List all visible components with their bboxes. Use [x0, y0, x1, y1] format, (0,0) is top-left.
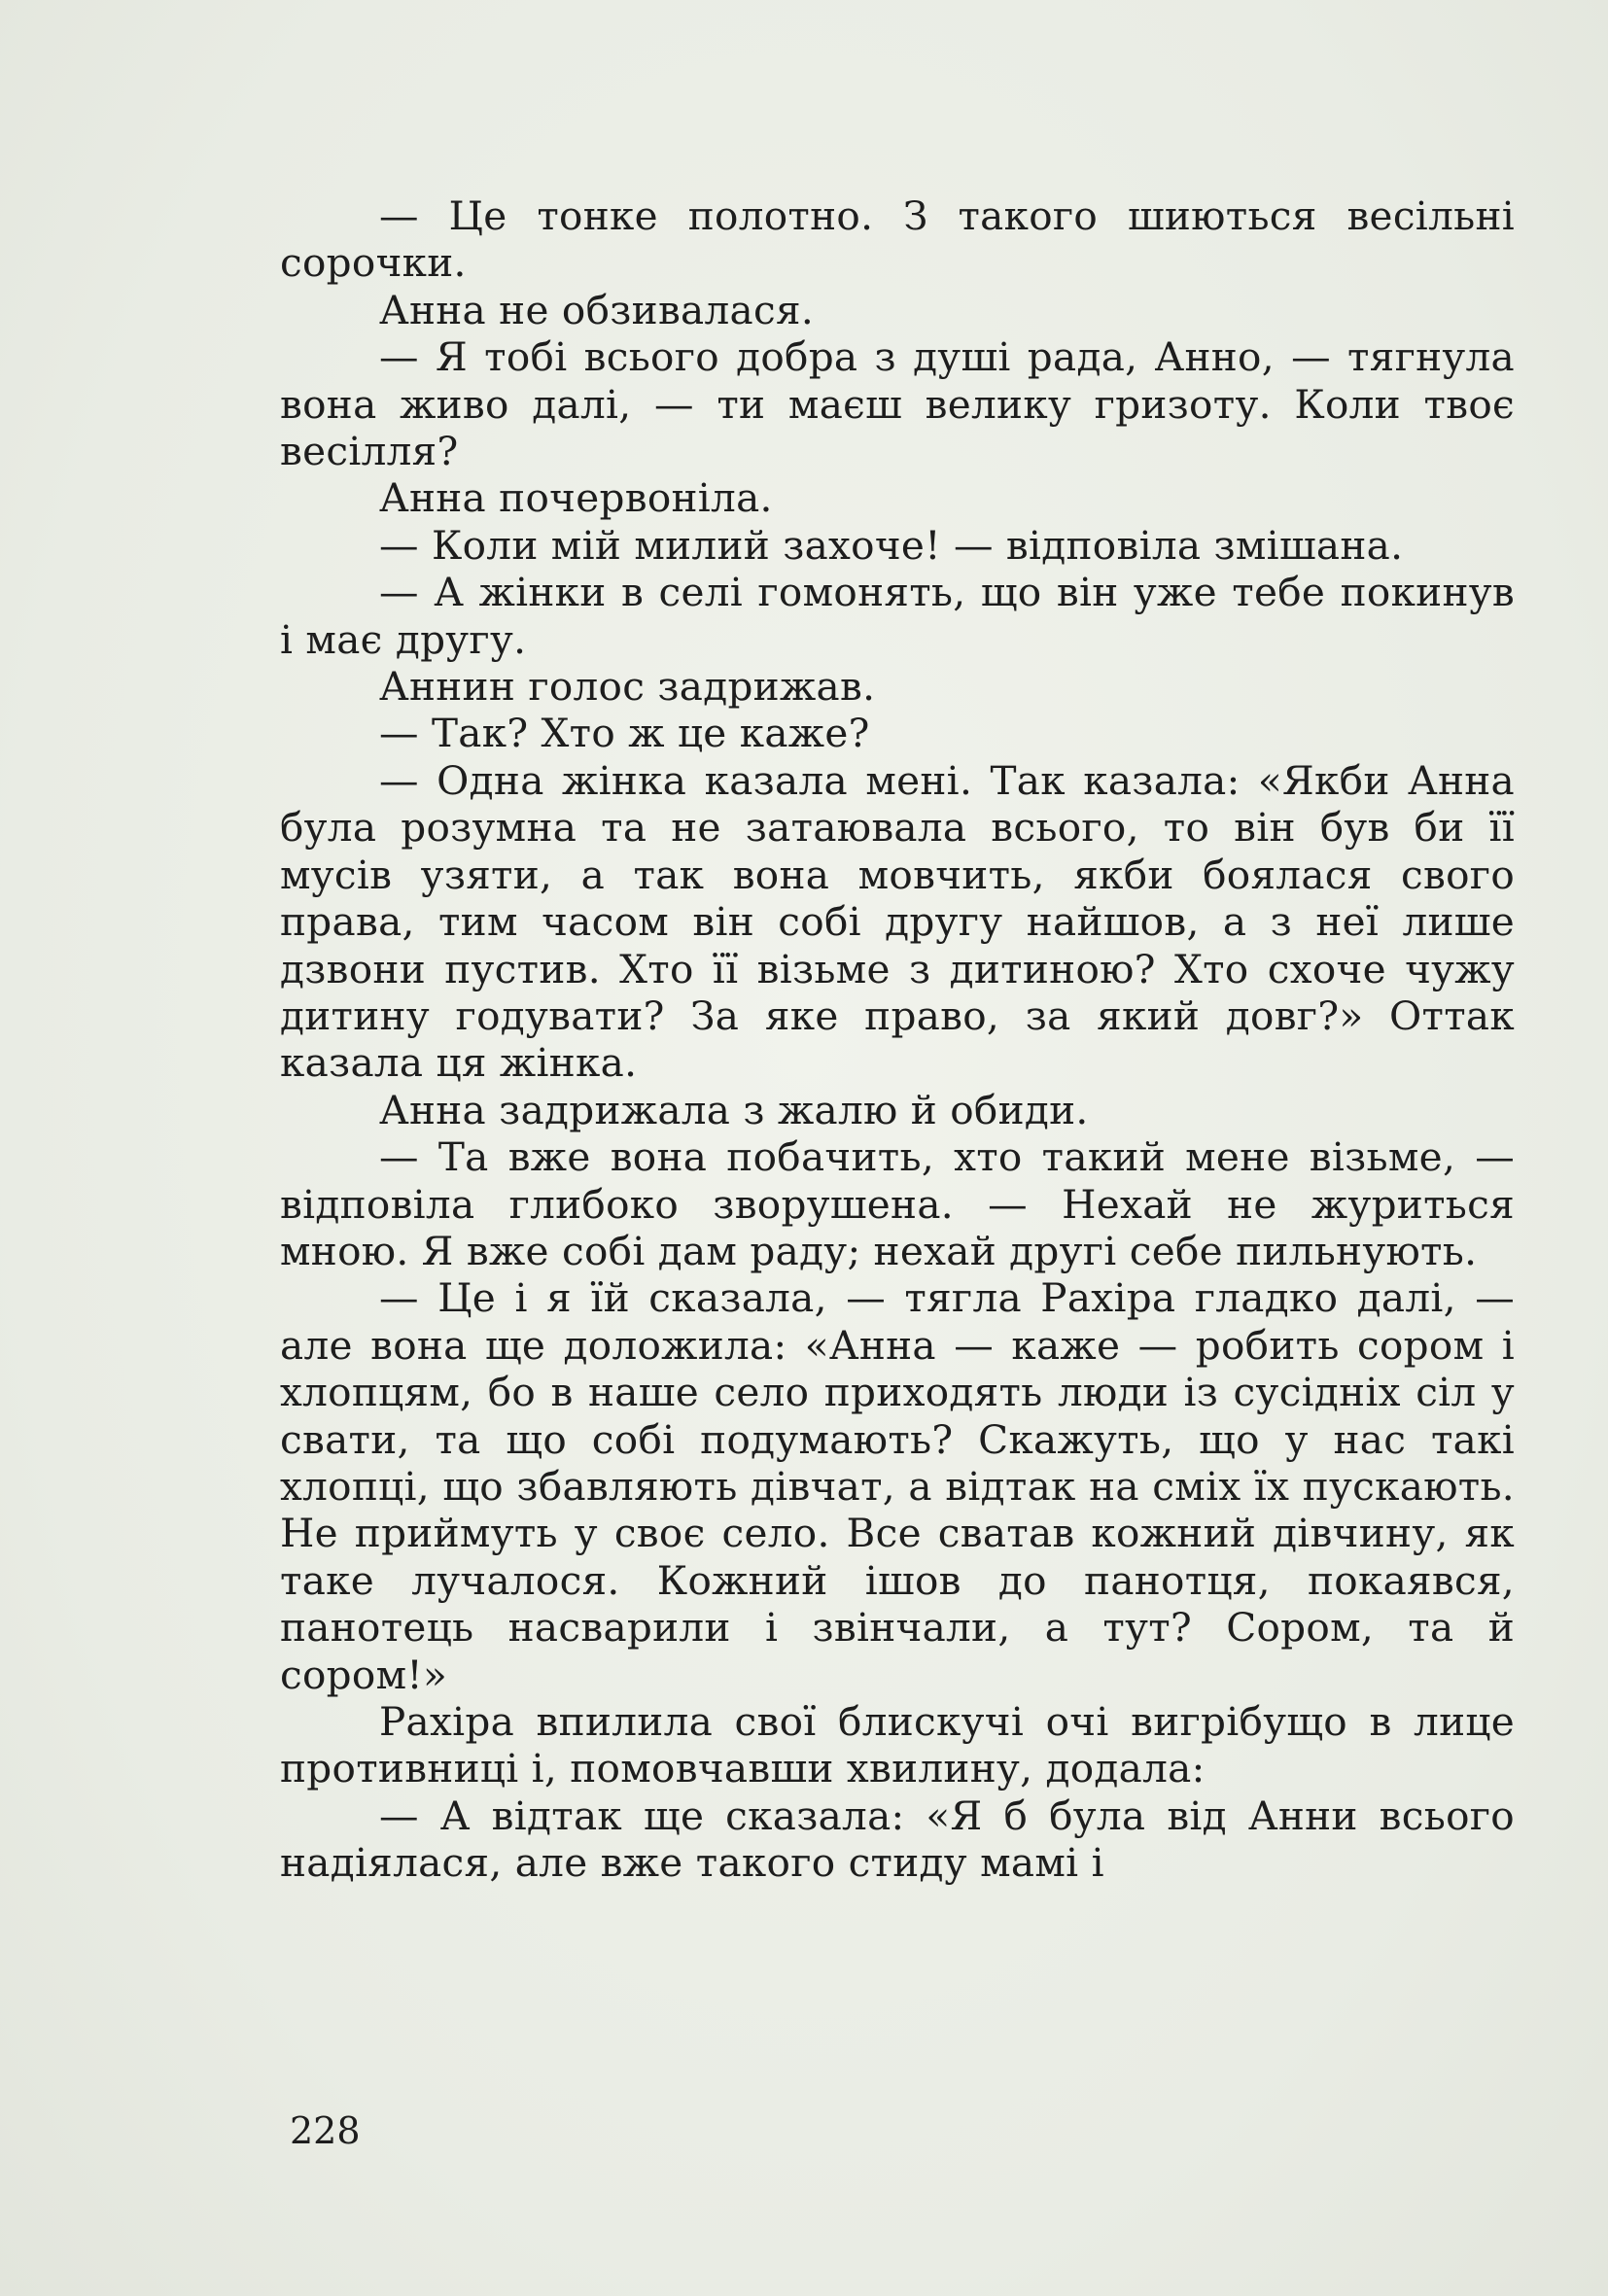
- paragraph: — А відтак ще сказала: «Я б була від Анни всього надіялася, але вже такого стиду мамі і: [280, 1792, 1515, 1887]
- paragraph: — А жінки в селі гомонять, що він уже тебе покинув і має другу.: [280, 569, 1515, 663]
- paragraph: Анна задрижала з жалю й обиди.: [379, 1086, 1089, 1133]
- paragraph: — Я тобі всього добра з душі рада, Анно, — тягнула вона живо далі, — ти маєш велику гризоту. Коли твоє весілля?: [280, 333, 1515, 475]
- paragraph: — Та вже вона побачить, хто такий мене візьме, — відповіла глибоко зворушена. — Нехай не журиться мною. Я вже собі дам раду; нехай другі себе пильнують.: [280, 1133, 1515, 1274]
- paragraph: — Це тонке полотно. З такого шиються весільні сорочки.: [280, 192, 1515, 287]
- paragraph: — Коли мій милий захоче! — відповіла змішана.: [379, 521, 1404, 569]
- paragraph: Аннин голос задрижав.: [379, 663, 876, 711]
- paragraph: — Одна жінка казала мені. Так казала: «Якби Анна була розумна та не затаювала всього, то він був би її мусів узяти, а так вона мовчить, якби боялася свого права, тим часом він собі другу найшов, а з неї лише дзвони пустив. Хто її візьме з дитиною? Хто схоче чужу дитину годувати? За яке право, за який довг?» Оттак казала ця жінка.: [280, 756, 1515, 1087]
- paragraph: Анна почервоніла.: [379, 474, 773, 522]
- paragraph: Анна не обзивалася.: [379, 286, 814, 333]
- paragraph: Рахіра впилила свої блискучі очі вигрібущо в лице противниці і, помовчавши хвилину, додала:: [280, 1698, 1515, 1792]
- paragraph: — Так? Хто ж це каже?: [379, 710, 870, 757]
- page-number: 228: [290, 2109, 361, 2152]
- paragraph: — Це і я їй сказала, — тягла Рахіра гладко далі, — але вона ще доложила: «Анна — каже — робить сором і хлопцям, бо в наше село приходять люди із сусідніх сіл у свати, та що собі подумають? Скажуть, що у нас такі хлопці, що збавляють дівчат, а відтак на сміх їх пускають. Не приймуть у своє село. Все сватав кожний дівчину, як таке лучалося. Кожний ішов до панотця, покаявся, панотець насварили і звінчали, а тут? Сором, та й сором!»: [280, 1274, 1515, 1698]
- page-text: [280, 192, 1515, 1887]
